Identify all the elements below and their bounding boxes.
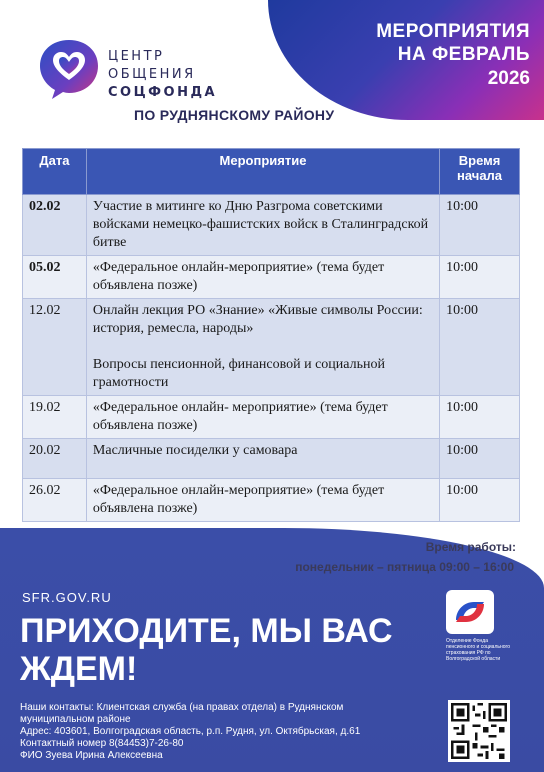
event-date: 12.02 [23,299,87,396]
brand-name [108,48,217,102]
event-cell [86,299,439,396]
table-row [23,396,520,439]
table-row [23,256,520,299]
working-hours-value: понедельник – пятница 09:00 – 16:00 [295,560,514,574]
event-time: 10:00 [440,439,520,479]
event-title: Онлайн лекция РО «Знание» «Живые символы России: история, ремесла, народы» [92,303,423,336]
slogan: ПРИХОДИТЕ, МЫ ВАС ЖДЕМ! [20,612,393,688]
heart-chat-logo-icon [36,36,102,102]
event-title-extra: Вопросы пенсионной, финансовой и социальной грамотности [92,357,385,390]
banner-year: 2026 [487,68,530,89]
table-header-row [23,149,520,195]
contacts-phone: Контактный номер 8(84453)7-26-80 [20,738,184,749]
column-header-time: Время начала [440,149,520,195]
banner-title [376,20,530,92]
contacts-address: Адрес: 403601, Волгоградская область, р.п. Рудня, ул. Октябрьская, д.61 [20,726,361,737]
event-title: «Федеральное онлайн-мероприятие» (тема будет объявлена позже) [86,256,439,299]
sfr-logo-icon [446,590,494,634]
sfr-caption: Отделение Фонда пенсионного и социального страхования РФ по Волгоградской области [446,638,511,662]
district-title: ПО РУДНЯНСКОМУ РАЙОНУ [134,107,335,123]
working-hours-label: Время работы: [425,540,516,554]
banner-title-line2: НА ФЕВРАЛЬ [397,44,530,65]
event-date: 02.02 [23,195,87,256]
event-time: 10:00 [440,299,520,396]
event-time: 10:00 [440,256,520,299]
event-date: 20.02 [23,439,87,479]
event-title: «Федеральное онлайн- мероприятие» (тема будет объявлена позже) [86,396,439,439]
event-time: 10:00 [440,479,520,522]
brand-line3: СОЦФОНДА [108,85,218,100]
event-time: 10:00 [440,396,520,439]
spacer [93,338,433,356]
column-header-date: Дата [23,149,87,195]
event-date: 19.02 [23,396,87,439]
brand-line2: ОБЩЕНИЯ [108,67,196,82]
column-header-event: Мероприятие [86,149,439,195]
event-title: «Федеральное онлайн-мероприятие» (тема будет объявлена позже) [86,479,439,522]
qr-code-icon [448,700,510,762]
event-title: Масличные посиделки у самовара [86,439,439,479]
contacts-person: ФИО Зуева Ирина Алексеевна [20,750,163,761]
event-title: Участие в митинге ко Дню Разгрома советскими войсками немецко-фашистских войск в Сталинградской битве [86,195,439,256]
table-row [23,439,520,479]
brand-line1: ЦЕНТР [108,49,165,64]
table-row [23,195,520,256]
table-row [23,299,520,396]
events-table [22,148,520,522]
banner-title-line1: МЕРОПРИЯТИЯ [376,21,530,42]
event-date: 26.02 [23,479,87,522]
event-date: 05.02 [23,256,87,299]
contacts-line: Наши контакты: Клиентская служба (на правах отдела) в Руднянском муниципальном районе [20,702,344,725]
event-time: 10:00 [440,195,520,256]
table-row [23,479,520,522]
contacts-block [20,702,400,762]
site-link[interactable]: SFR.GOV.RU [22,590,112,605]
